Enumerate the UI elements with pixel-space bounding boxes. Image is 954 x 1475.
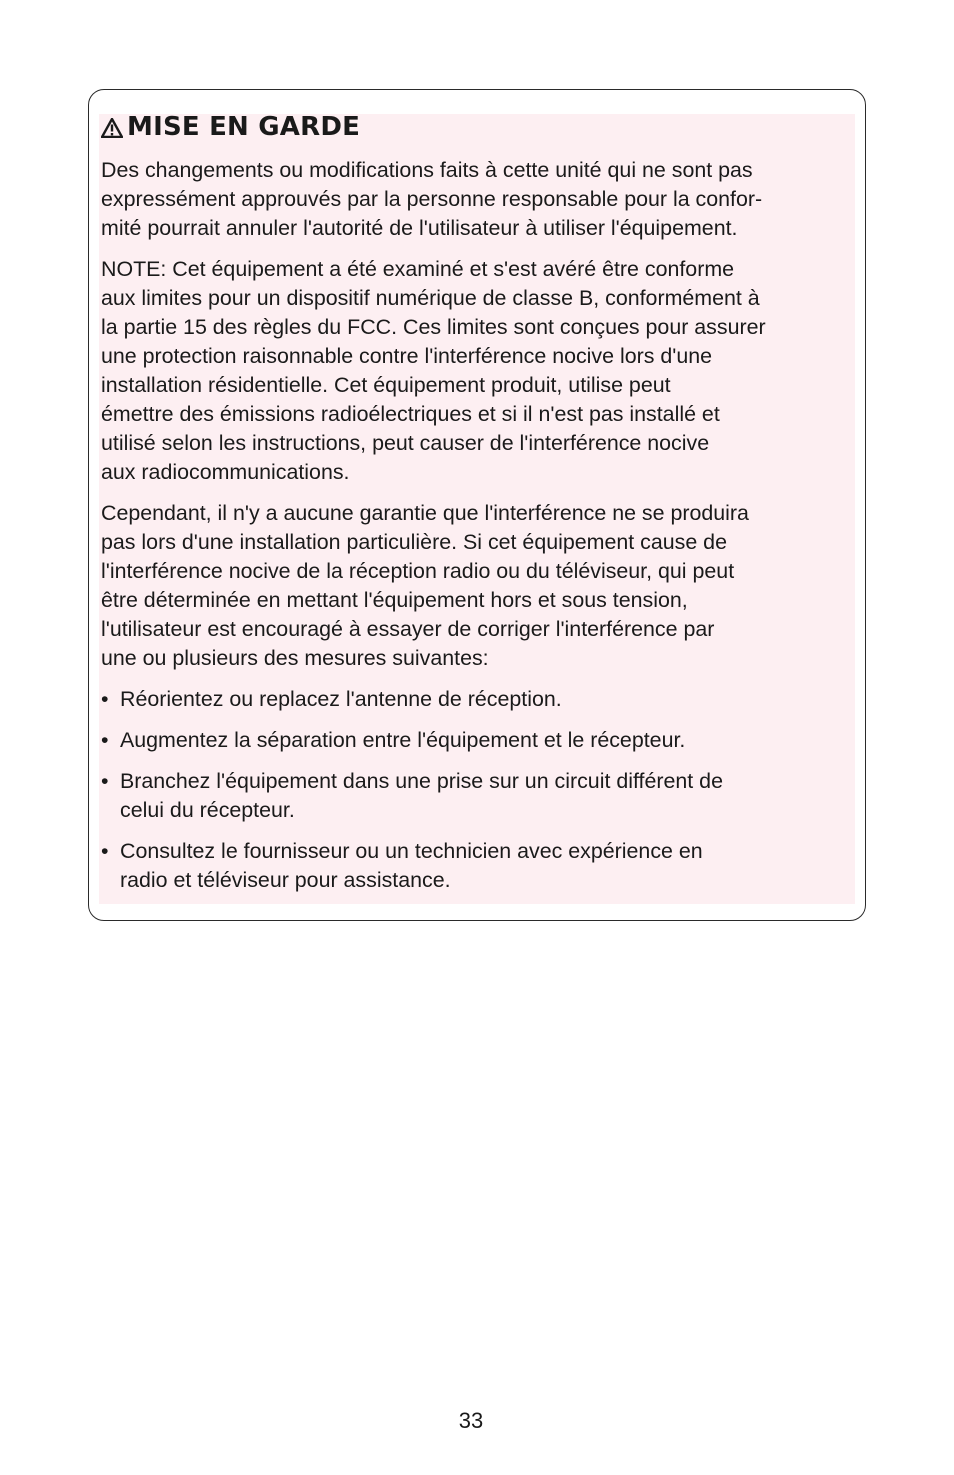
page-number: 33 xyxy=(458,1408,484,1433)
list-item xyxy=(101,685,861,714)
warning-paragraph-note: NOTE: Cet équipement a été examiné et s'est avéré être conforme aux limites pour un dispositif numérique de classe B, conformément à la partie 15 des règles du FCC. Ces limites sont conçues pour assurer une protection raisonnable contre l'interférence nocive lors d'une installation résidentielle. Cet équipement produit, utilise peut émettre des émissions radioélectriques et si il n'est pas installé et utilisé selon les instructions, peut causer de l'interférence nocive aux radiocommunications. xyxy=(101,257,766,484)
warning-paragraph-guarantee: Cependant, il n'y a aucune garantie que l'interférence ne se produira pas lors d'une installation particulière. Si cet équipement cause de l'interférence nocive de la réception radio ou du téléviseur, qui peut être déterminée en mettant l'équipement hors et sous tension, l'utilisateur est encouragé à essayer de corriger l'interférence par une ou plusieurs des mesures suivantes: xyxy=(101,501,749,670)
warning-title xyxy=(101,108,861,146)
list-item-text: Consultez le fournisseur ou un technicien avec expérience en radio et téléviseur pour assistance. xyxy=(120,839,703,892)
list-item-text: Branchez l'équipement dans une prise sur un circuit différent de celui du récepteur. xyxy=(120,769,723,822)
warning-triangle-icon xyxy=(101,118,123,138)
warning-title-text: MISE EN GARDE xyxy=(127,112,361,142)
list-item xyxy=(101,837,861,895)
warning-paragraph-modifications: Des changements ou modifications faits à cette unité qui ne sont pas expressément approuvés par la personne responsable pour la confor- mité pourrait annuler l'autorité de l'utilisateur à utiliser l'équipement. xyxy=(101,158,763,240)
bullet-marker: • xyxy=(101,687,109,711)
bullet-marker: • xyxy=(101,728,109,752)
bullet-marker: • xyxy=(101,839,109,863)
list-item xyxy=(101,726,861,755)
list-item-text: Augmentez la séparation entre l'équipement et le récepteur. xyxy=(120,728,686,752)
list-item-text: Réorientez ou replacez l'antenne de réception. xyxy=(120,687,562,711)
list-item xyxy=(101,767,861,825)
warning-content xyxy=(101,108,861,907)
bullet-marker: • xyxy=(101,769,109,793)
